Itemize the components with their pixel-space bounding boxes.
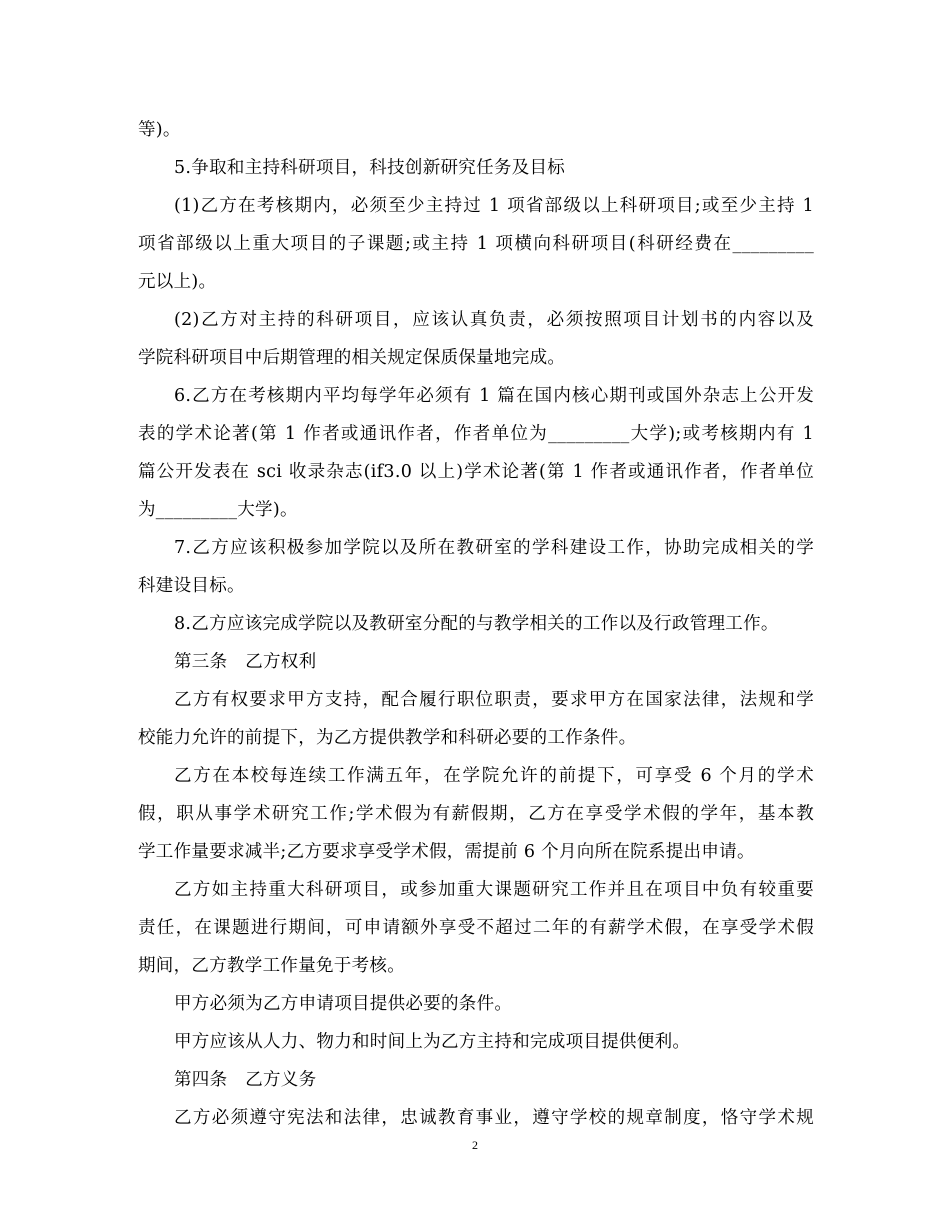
text-line: 科建设目标。	[138, 576, 245, 596]
text-line: 期间，乙方教学工作量免于考核。	[138, 956, 405, 976]
article-heading: 第三条 乙方权利	[174, 652, 317, 672]
text-line: 甲方必须为乙方申请项目提供必要的条件。	[174, 994, 513, 1014]
text-line: 校能力允许的前提下，为乙方提供教学和科研必要的工作条件。	[138, 728, 637, 748]
text-line: (1)乙方在考核期内，必须至少主持过 1 项省部级以上科研项目;或至少主持 1	[174, 196, 814, 216]
page-number: 2	[472, 1138, 478, 1152]
text-line: 等)。	[138, 120, 181, 140]
article-heading: 第四条 乙方义务	[174, 1070, 317, 1090]
text-line: 学院科研项目中后期管理的相关规定保质保量地完成。	[138, 348, 566, 368]
text-line: (2)乙方对主持的科研项目，应该认真负责，必须按照项目计划书的内容以及	[174, 310, 814, 330]
text-line: 8.乙方应该完成学院以及教研室分配的与教学相关的工作以及行政管理工作。	[174, 614, 779, 634]
section-heading: 5.争取和主持科研项目，科技创新研究任务及目标	[174, 158, 566, 178]
text-line: 甲方应该从人力、物力和时间上为乙方主持和完成项目提供便利。	[174, 1032, 691, 1052]
text-line: 乙方在本校每连续工作满五年，在学院允许的前提下，可享受 6 个月的学术	[174, 766, 814, 786]
text-line: 6.乙方在考核期内平均每学年必须有 1 篇在国内核心期刊或国外杂志上公开发	[174, 386, 814, 406]
text-line: 7.乙方应该积极参加学院以及所在教研室的学科建设工作，协助完成相关的学	[174, 538, 814, 558]
text-line: 为_________大学)。	[138, 500, 298, 520]
text-line: 元以上)。	[138, 272, 217, 292]
text-line: 表的学术论著(第 1 作者或通讯作者，作者单位为_________大学);或考核期内有 1	[138, 424, 814, 444]
text-line: 学工作量要求减半;乙方要求享受学术假，需提前 6 个月向所在院系提出申请。	[138, 842, 755, 862]
text-line: 责任，在课题进行期间，可申请额外享受不超过二年的有薪学术假，在享受学术假	[138, 918, 814, 938]
text-line: 乙方必须遵守宪法和法律，忠诚教育事业，遵守学校的规章制度，恪守学术规	[174, 1108, 814, 1128]
text-line: 篇公开发表在 sci 收录杂志(if3.0 以上)学术论著(第 1 作者或通讯作者，作者单位	[138, 462, 814, 482]
text-line: 乙方有权要求甲方支持，配合履行职位职责，要求甲方在国家法律，法规和学	[174, 690, 814, 710]
text-line: 假，职从事学术研究工作;学术假为有薪假期，乙方在享受学术假的学年，基本教	[138, 804, 814, 824]
text-line: 乙方如主持重大科研项目，或参加重大课题研究工作并且在项目中负有较重要	[174, 880, 814, 900]
text-line: 项省部级以上重大项目的子课题;或主持 1 项横向科研项目(科研经费在_________	[138, 234, 814, 254]
